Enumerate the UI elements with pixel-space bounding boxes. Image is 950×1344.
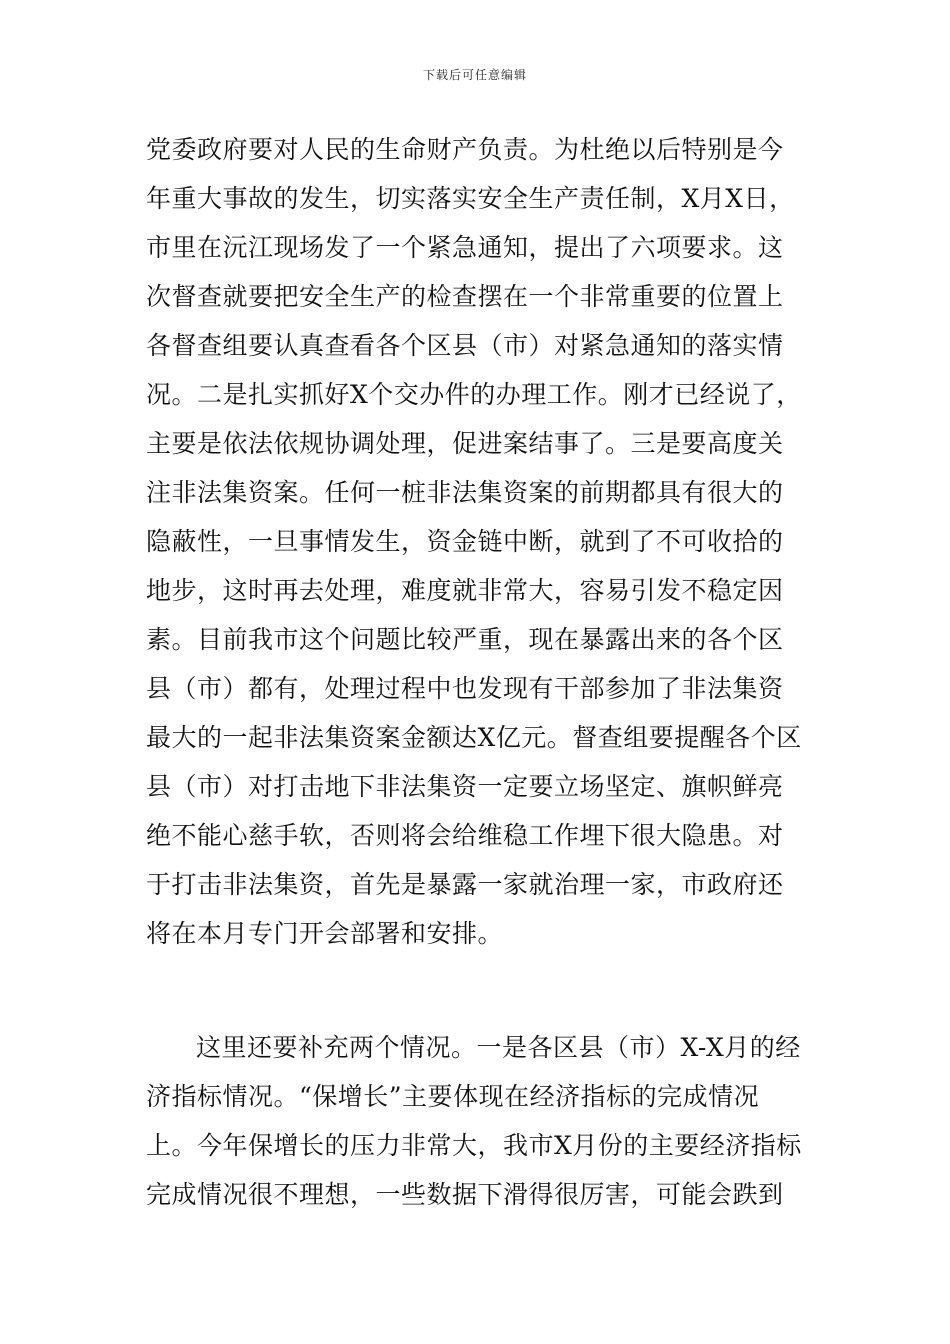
text-line: 隐蔽性，一旦事情发生，资金链中断，就到了不可收拾的 — [146, 527, 784, 556]
text-line: 注非法集资案。任何一桩非法集资案的前期都具有很大的 — [146, 478, 784, 507]
text-line: 年重大事故的发生，切实落实安全生产责任制，X月X日， — [146, 184, 795, 213]
text-line: 党委政府要对人民的生命财产负责。为杜绝以后特别是今 — [146, 135, 784, 164]
text-line: 次督查就要把安全生产的检查摆在一个非常重要的位置上 — [146, 282, 784, 311]
text-line: 县（市）都有，处理过程中也发现有干部参加了非法集资 — [146, 674, 784, 703]
text-line: 各督查组要认真查看各个区县（市）对紧急通知的落实情 — [146, 331, 784, 360]
page-header: 下载后可任意编辑 — [422, 68, 527, 82]
text-line: 市里在沅江现场发了一个紧急通知，提出了六项要求。这 — [146, 233, 784, 262]
text-line: 主要是依法依规协调处理，促进案结事了。三是要高度关 — [146, 429, 784, 458]
text-line: 最大的一起非法集资案金额达X亿元。督查组要提醒各个区 — [146, 723, 802, 752]
paragraph-1 — [146, 125, 810, 958]
paragraph-2 — [146, 1023, 810, 1219]
text-line: 将在本月专门开会部署和安排。 — [146, 919, 504, 948]
text-line: 济指标情况。“保增长”主要体现在经济指标的完成情况 — [146, 1082, 760, 1111]
text-line: 完成情况很不理想，一些数据下滑得很厉害，可能会跌到 — [146, 1180, 784, 1209]
text-line: 上。今年保增长的压力非常大，我市X月份的主要经济指标 — [146, 1131, 802, 1160]
text-line: 于打击非法集资，首先是暴露一家就治理一家，市政府还 — [146, 870, 784, 899]
text-line: 县（市）对打击地下非法集资一定要立场坚定、旗帜鲜亮 — [146, 772, 784, 801]
text-line: 绝不能心慈手软，否则将会给维稳工作埋下很大隐患。对 — [146, 821, 784, 850]
text-line-indented: 这里还要补充两个情况。一是各区县（市）X-X月的经 — [196, 1033, 801, 1062]
text-line: 况。二是扎实抓好X个交办件的办理工作。刚才已经说了， — [146, 380, 802, 409]
text-line: 地步，这时再去处理，难度就非常大，容易引发不稳定因 — [146, 576, 784, 605]
text-line: 素。目前我市这个问题比较严重，现在暴露出来的各个区 — [146, 625, 784, 654]
